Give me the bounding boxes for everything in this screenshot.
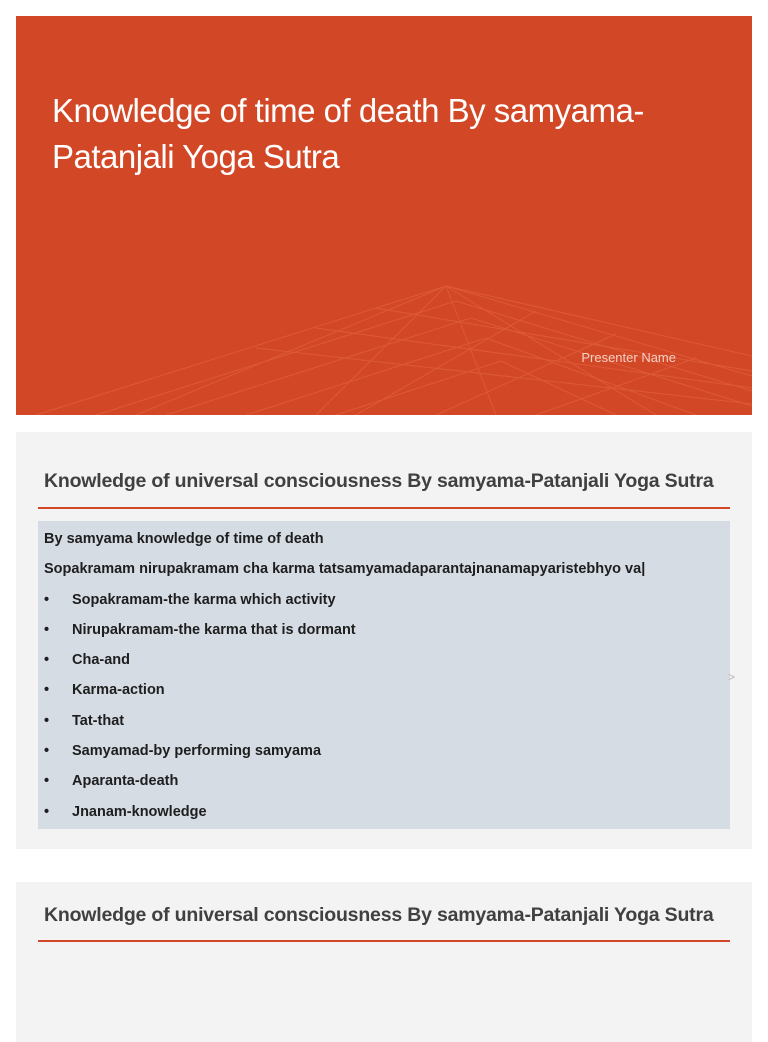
slide-title: Knowledge of time of death By samyama-Patanjali Yoga Sutra bbox=[52, 92, 644, 175]
sutra-line: Sopakramam nirupakramam cha karma tatsamyamadaparantajnanamapyaristebhyo va| bbox=[44, 561, 646, 578]
bullet-icon: • bbox=[44, 803, 50, 820]
intro-line: By samyama knowledge of time of death bbox=[44, 531, 324, 547]
bullet-text: Nirupakramam-the karma that is dormant bbox=[72, 621, 356, 638]
bullet-text: Sopakramam-the karma which activity bbox=[72, 591, 336, 608]
bullet-text: Karma-action bbox=[72, 682, 165, 699]
content-slide[interactable] bbox=[16, 432, 752, 849]
heading-divider bbox=[38, 940, 730, 942]
slide-heading: Knowledge of universal consciousness By samyama-Patanjali Yoga Sutra bbox=[44, 470, 714, 492]
bullet-text: Samyamad-by performing samyama bbox=[72, 743, 322, 760]
bullet-text: Jnanam-knowledge bbox=[72, 803, 207, 820]
title-slide[interactable] bbox=[16, 16, 752, 415]
bullet-icon: • bbox=[44, 652, 50, 669]
bullet-icon: • bbox=[44, 743, 50, 760]
bullet-text: Aparanta-death bbox=[72, 773, 179, 790]
bullet-icon: • bbox=[44, 773, 50, 790]
bullet-item bbox=[44, 591, 730, 621]
bullet-item bbox=[44, 712, 730, 742]
heading-divider bbox=[38, 507, 730, 509]
bullet-item bbox=[44, 803, 730, 833]
bullet-icon: • bbox=[44, 682, 50, 699]
bullet-icon: • bbox=[44, 621, 50, 638]
bullet-text: Cha-and bbox=[72, 652, 130, 669]
bullet-icon: • bbox=[44, 591, 50, 608]
next-arrow-icon[interactable]: > bbox=[728, 670, 736, 684]
bullet-text: Tat-that bbox=[72, 712, 125, 729]
slide-heading: Knowledge of universal consciousness By samyama-Patanjali Yoga Sutra bbox=[44, 904, 714, 926]
bullet-item bbox=[44, 742, 730, 772]
presenter-name: Presenter Name bbox=[581, 350, 676, 365]
bullet-item bbox=[44, 772, 730, 802]
bullet-item bbox=[44, 651, 730, 681]
bullet-item bbox=[44, 681, 730, 711]
bullet-item bbox=[44, 621, 730, 651]
content-box bbox=[38, 521, 730, 829]
next-slide[interactable] bbox=[16, 882, 752, 1042]
bullet-icon: • bbox=[44, 712, 50, 729]
